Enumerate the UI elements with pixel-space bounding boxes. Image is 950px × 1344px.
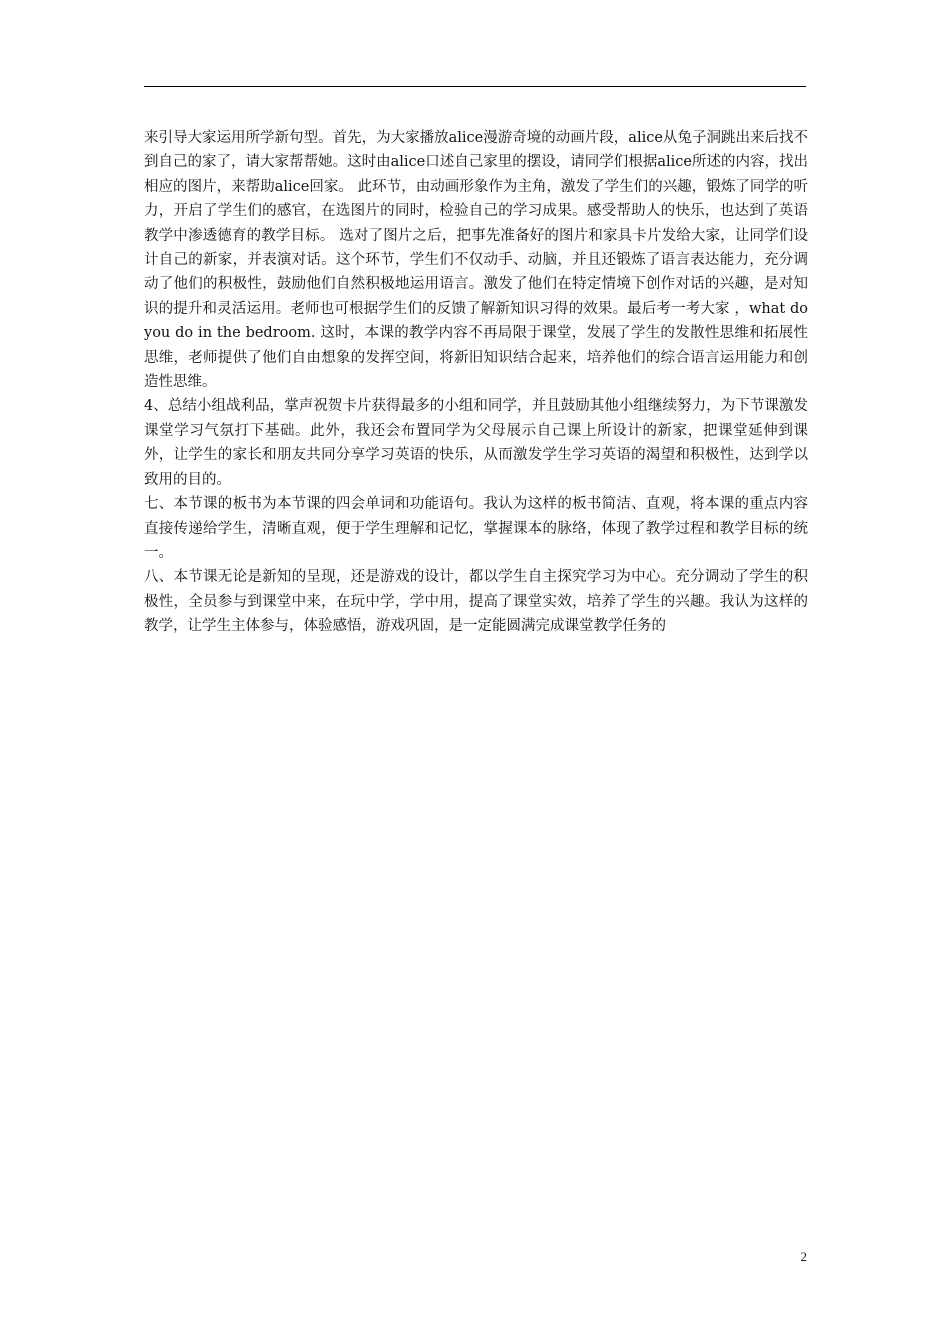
paragraph-step-4-summary: 4、总结小组战利品，掌声祝贺卡片获得最多的小组和同学，并且鼓励其他小组继续努力，为下节课激发课堂学习气氛打下基础。此外，我还会布置同学为父母展示自己课上所设计的新家，把课堂延伸到课外，让学生的家长和朋友共同分享学习英语的快乐，从而激发学生学习英语的渴望和积极性，达到学以致用的目的。: [144, 398, 808, 488]
paragraph-section-8-conclusion: 八、本节课无论是新知的呈现，还是游戏的设计，都以学生自主探究学习为中心。充分调动了学生的积极性，全员参与到课堂中来，在玩中学，学中用，提高了课堂实效，培养了学生的兴趣。我认为这样的教学，让学生主体参与，体验感悟，游戏巩固，是一定能圆满完成课堂教学任务的: [144, 569, 808, 635]
document-body: [144, 126, 808, 639]
header-rule: [144, 86, 806, 87]
paragraph-lesson-activities: 来引导大家运用所学新句型。首先，为大家播放alice漫游奇境的动画片段，alice从兔子洞跳出来后找不到自己的家了，请大家帮帮她。这时由alice口述自己家里的摆设，请同学们根据alice所述的内容，找出相应的图片，来帮助alice回家。 此环节，由动画形象作为主角，激发了学生们的兴趣，锻炼了同学的听力，开启了学生们的感官，在选图片的同时，检验自己的学习成果。感受帮助人的快乐，也达到了英语教学中渗透德育的教学目标。 选对了图片之后，把事先准备好的图片和家具卡片发给大家，让同学们设计自己的新家，并表演对话。这个环节，学生们不仅动手、动脑，并且还锻炼了语言表达能力，充分调动了他们的积极性，鼓励他们自然积极地运用语言。激发了他们在特定情境下创作对话的兴趣，是对知识的提升和灵活运用。老师也可根据学生们的反馈了解新知识习得的效果。最后考一考大家 ，what do you do in the bedroom. 这时，本课的教学内容不再局限于课堂，发展了学生的发散性思维和拓展性思维，老师提供了他们自由想象的发挥空间，将新旧知识结合起来，培养他们的综合语言运用能力和创造性思维。: [144, 130, 808, 391]
paragraph-section-7-blackboard: 七、本节课的板书为本节课的四会单词和功能语句。我认为这样的板书简洁、直观，将本课的重点内容直接传递给学生，清晰直观，便于学生理解和记忆，掌握课本的脉络，体现了教学过程和教学目标的统一。: [144, 496, 808, 561]
page-number: 2: [800, 1249, 807, 1264]
